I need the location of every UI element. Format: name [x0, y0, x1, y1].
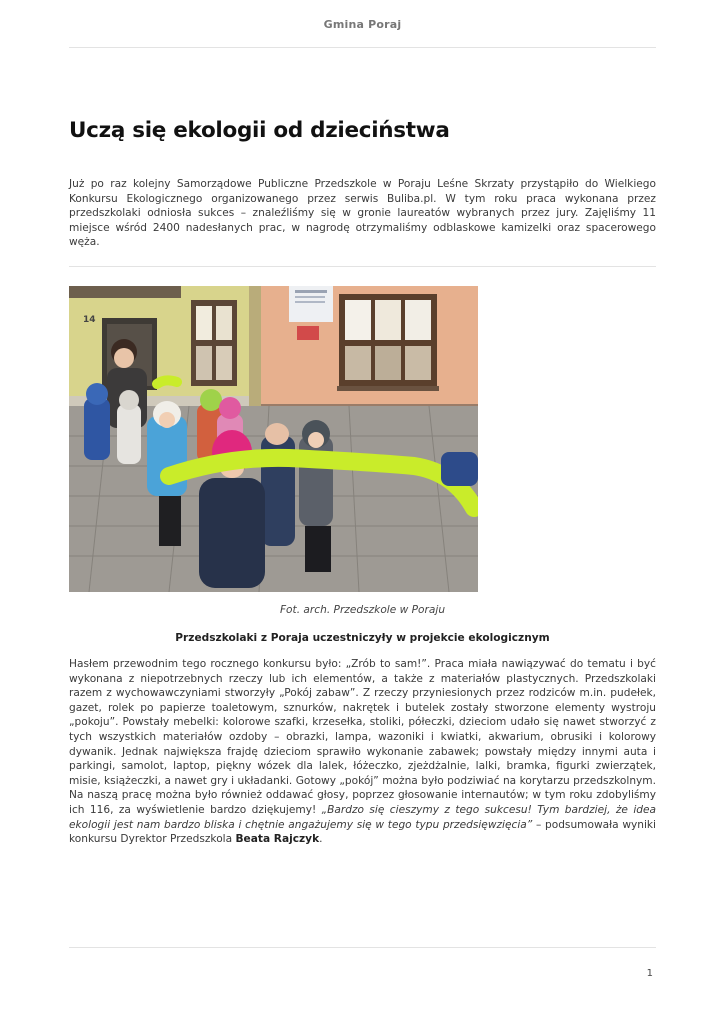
page-number: 1 [646, 968, 653, 979]
footer-divider [69, 947, 656, 948]
site-name: Gmina Poraj [323, 18, 402, 31]
article-subheading: Przedszkolaki z Poraja uczestniczyły w projekcie ekologicznym [175, 632, 550, 644]
body-end: . [319, 833, 323, 846]
article-body [69, 657, 656, 847]
article-photo [69, 286, 478, 592]
photo-caption: Fot. arch. Przedszkole w Poraju [279, 604, 446, 616]
header-divider [69, 47, 656, 48]
body-outro: – podsumowała wyniki konkursu Dyrektor Przedszkola [69, 818, 656, 846]
intro-divider [69, 266, 656, 267]
article-intro: Już po raz kolejny Samorządowe Publiczne Przedszkole w Poraju Leśne Skrzaty przystąpiło do Wielkiego Konkursu Ekologicznego organizowanego przez serwis Buliba.pl. W tym roku praca wykonana przez przedszkolaki odniosła sukces – znaleźliśmy się w gronie laureatów wybranych przez jury. Zajęliśmy 11 miejsce wśród 2400 nadesłanych prac, w nagrodę otrzymaliśmy odblaskowe kamizelki oraz spacerowego węża. [69, 178, 656, 249]
door-number: 14 [83, 315, 96, 325]
director-quote: „Bardzo się cieszymy z tego sukcesu! Tym bardziej, że idea ekologii jest nam bardzo bliska i chętnie angażujemy się w tego typu przedsięwzięcia” [69, 803, 656, 831]
director-name: Beata Rajczyk [235, 833, 320, 846]
body-text: Hasłem przewodnim tego rocznego konkursu było: „Zrób to sam!”. Praca miała nawiązywać do tematu i być wykonana z niepotrzebnych rzeczy lub ich elementów, a także z materiałów plastycznych. Przedszkolaki razem z wychowawczyniami stworzyły „Pokój zabaw”. Z rzeczy przyniesionych przez rodziców m.in. pudełek, gazet, rolek po papierze toaletowym, sznurków, nakrętek i butelek zostały stworzone elementy wystroju „pokoju”. Powstały mebelki: kolorowe szafki, krzesełka, stoliki, półeczki, dzieciom udało się nawet stworzyć z tych wszystkich materiałów ozdoby – obrazki, lampa, wazoniki i kwiatki, akwarium, obrusiki i kolorowy dywanik. Jednak największa frajdę dzieciom sprawiło wykonanie zabawek; powstały między innymi auta i parkingi, samolot, laptop, piękny wózek dla lalek, łóżeczko, zjeżdżalnie, lalki, bramka, figurki zwierzątek, misie, książeczki, a nawet gry i układanki. Gotowy „pokój” można było podziwiać na korytarzu przedszkolnym. Na naszą pracę można było również oddawać głosy, poprzez głosowanie internautów; w tym roku zdobyliśmy ich 116, za wyświetlenie bardzo dziękujemy! [69, 658, 656, 816]
article-title: Uczą się ekologii od dzieciństwa [69, 118, 450, 143]
